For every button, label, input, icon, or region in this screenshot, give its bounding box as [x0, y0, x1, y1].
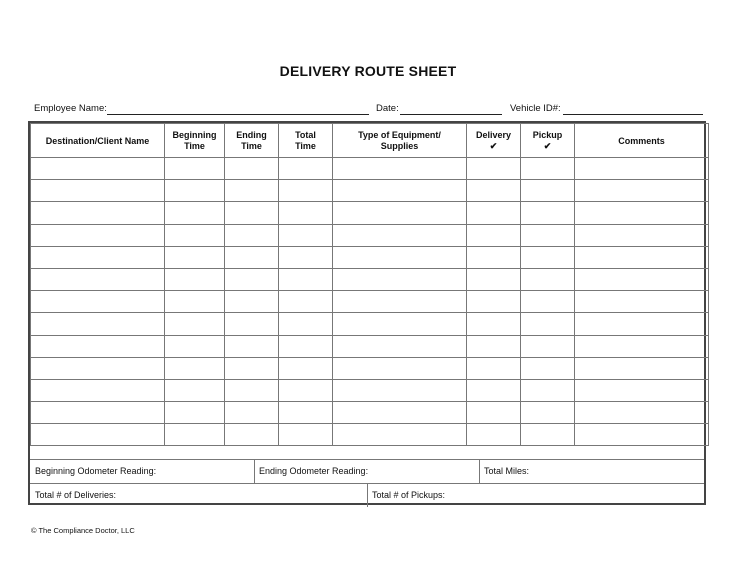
table-cell[interactable]: [165, 357, 225, 379]
table-row: [31, 357, 709, 379]
checkmark-icon: ✔: [543, 141, 552, 151]
table-cell[interactable]: [165, 335, 225, 357]
table-cell[interactable]: [31, 268, 165, 290]
col-header-pickup: Pickup ✔: [521, 124, 575, 158]
table-cell[interactable]: [225, 424, 279, 446]
col-header-delivery: Delivery ✔: [467, 124, 521, 158]
table-row: [31, 402, 709, 424]
table-cell[interactable]: [521, 335, 575, 357]
table-cell[interactable]: [165, 224, 225, 246]
table-cell[interactable]: [225, 291, 279, 313]
table-cell[interactable]: [31, 424, 165, 446]
table-cell[interactable]: [31, 313, 165, 335]
table-cell[interactable]: [575, 424, 709, 446]
table-cell[interactable]: [575, 291, 709, 313]
table-cell[interactable]: [165, 379, 225, 401]
table-cell[interactable]: [165, 291, 225, 313]
table-cell[interactable]: [279, 180, 333, 202]
date-label: Date:: [376, 103, 399, 114]
table-cell[interactable]: [521, 424, 575, 446]
table-cell[interactable]: [575, 180, 709, 202]
table-cell[interactable]: [333, 379, 467, 401]
table-cell[interactable]: [467, 202, 521, 224]
table-cell[interactable]: [521, 180, 575, 202]
table-cell[interactable]: [467, 246, 521, 268]
table-row: [31, 180, 709, 202]
table-cell[interactable]: [575, 246, 709, 268]
table-cell[interactable]: [575, 202, 709, 224]
table-cell[interactable]: [467, 268, 521, 290]
table-row: [31, 335, 709, 357]
table-cell[interactable]: [467, 313, 521, 335]
table-cell[interactable]: [225, 158, 279, 180]
table-cell[interactable]: [31, 158, 165, 180]
checkmark-icon: ✔: [489, 141, 498, 151]
table-cell[interactable]: [467, 357, 521, 379]
table-cell[interactable]: [279, 402, 333, 424]
table-cell[interactable]: [225, 246, 279, 268]
table-cell[interactable]: [225, 313, 279, 335]
table-cell[interactable]: [521, 268, 575, 290]
ending-odometer-field[interactable]: Ending Odometer Reading:: [259, 466, 369, 476]
table-cell[interactable]: [165, 180, 225, 202]
total-pickups-field[interactable]: Total # of Pickups:: [372, 490, 446, 500]
table-cell[interactable]: [225, 379, 279, 401]
table-cell[interactable]: [521, 313, 575, 335]
table-cell[interactable]: [333, 158, 467, 180]
table-cell[interactable]: [575, 224, 709, 246]
table-cell[interactable]: [521, 246, 575, 268]
total-deliveries-field[interactable]: Total # of Deliveries:: [35, 490, 117, 500]
col-header-equipment: Type of Equipment/ Supplies: [333, 124, 467, 158]
table-row: [31, 202, 709, 224]
table-cell[interactable]: [521, 158, 575, 180]
table-cell[interactable]: [165, 158, 225, 180]
table-cell[interactable]: [279, 313, 333, 335]
col-header-total-time: Total Time: [279, 124, 333, 158]
table-cell[interactable]: [165, 246, 225, 268]
table-cell[interactable]: [165, 402, 225, 424]
table-cell[interactable]: [575, 379, 709, 401]
table-cell[interactable]: [575, 158, 709, 180]
table-row: [31, 268, 709, 290]
table-cell[interactable]: [31, 291, 165, 313]
table-cell[interactable]: [31, 335, 165, 357]
totals-row: [30, 483, 704, 507]
table-cell[interactable]: [225, 357, 279, 379]
table-cell[interactable]: [279, 224, 333, 246]
table-cell[interactable]: [279, 379, 333, 401]
table-cell[interactable]: [467, 424, 521, 446]
table-cell[interactable]: [279, 158, 333, 180]
table-cell[interactable]: [31, 402, 165, 424]
table-cell[interactable]: [575, 335, 709, 357]
table-cell[interactable]: [333, 202, 467, 224]
table-cell[interactable]: [521, 224, 575, 246]
copyright-notice: © The Compliance Doctor, LLC: [31, 526, 135, 535]
table-cell[interactable]: [467, 180, 521, 202]
table-cell[interactable]: [333, 335, 467, 357]
table-cell[interactable]: [31, 202, 165, 224]
table-cell[interactable]: [31, 180, 165, 202]
table-cell[interactable]: [467, 224, 521, 246]
table-cell[interactable]: [225, 335, 279, 357]
table-cell[interactable]: [165, 202, 225, 224]
table-cell[interactable]: [279, 335, 333, 357]
table-row: [31, 379, 709, 401]
header-row: [31, 124, 709, 158]
table-cell[interactable]: [333, 402, 467, 424]
table-cell[interactable]: [467, 291, 521, 313]
table-row: [31, 313, 709, 335]
table-cell[interactable]: [333, 180, 467, 202]
table-cell[interactable]: [225, 180, 279, 202]
table-row: [31, 158, 709, 180]
table-cell[interactable]: [279, 357, 333, 379]
table-cell[interactable]: [279, 246, 333, 268]
employee-name-field[interactable]: [107, 114, 369, 115]
table-cell[interactable]: [333, 268, 467, 290]
table-cell[interactable]: [225, 224, 279, 246]
table-cell[interactable]: [467, 402, 521, 424]
page-title: DELIVERY ROUTE SHEET: [279, 63, 457, 79]
table-cell[interactable]: [279, 268, 333, 290]
route-table: [30, 123, 709, 446]
table-cell[interactable]: [467, 158, 521, 180]
table-cell[interactable]: [279, 424, 333, 446]
table-cell[interactable]: [521, 379, 575, 401]
table-cell[interactable]: [333, 424, 467, 446]
table-cell[interactable]: [521, 202, 575, 224]
table-cell[interactable]: [31, 246, 165, 268]
vehicle-id-label: Vehicle ID#:: [510, 103, 561, 114]
vehicle-id-field[interactable]: [563, 114, 703, 115]
col-header-ending-time: Ending Time: [225, 124, 279, 158]
table-cell[interactable]: [575, 313, 709, 335]
employee-name-label: Employee Name:: [34, 103, 107, 114]
table-cell[interactable]: [333, 357, 467, 379]
table-cell[interactable]: [333, 224, 467, 246]
col-header-destination: Destination/Client Name: [31, 124, 165, 158]
total-miles-field[interactable]: Total Miles:: [484, 466, 530, 476]
table-cell[interactable]: [333, 246, 467, 268]
table-cell[interactable]: [575, 357, 709, 379]
table-cell[interactable]: [521, 291, 575, 313]
date-field[interactable]: [400, 114, 502, 115]
table-cell[interactable]: [165, 313, 225, 335]
table-row: [31, 246, 709, 268]
table-row: [31, 224, 709, 246]
table-cell[interactable]: [333, 313, 467, 335]
table-cell[interactable]: [575, 402, 709, 424]
odometer-row: [30, 459, 704, 483]
route-grid: [28, 121, 706, 505]
table-cell[interactable]: [31, 357, 165, 379]
table-cell[interactable]: [225, 202, 279, 224]
table-cell[interactable]: [521, 402, 575, 424]
table-cell[interactable]: [225, 268, 279, 290]
col-header-comments: Comments: [575, 124, 709, 158]
table-cell[interactable]: [575, 268, 709, 290]
table-cell[interactable]: [279, 291, 333, 313]
table-cell[interactable]: [467, 335, 521, 357]
table-cell[interactable]: [521, 357, 575, 379]
table-cell[interactable]: [31, 379, 165, 401]
table-row: [31, 291, 709, 313]
table-cell[interactable]: [467, 379, 521, 401]
table-cell[interactable]: [31, 224, 165, 246]
table-cell[interactable]: [279, 202, 333, 224]
table-row: [31, 424, 709, 446]
col-header-beginning-time: Beginning Time: [165, 124, 225, 158]
table-cell[interactable]: [165, 424, 225, 446]
table-cell[interactable]: [165, 268, 225, 290]
table-cell[interactable]: [225, 402, 279, 424]
beginning-odometer-field[interactable]: Beginning Odometer Reading:: [35, 466, 157, 476]
table-cell[interactable]: [333, 291, 467, 313]
